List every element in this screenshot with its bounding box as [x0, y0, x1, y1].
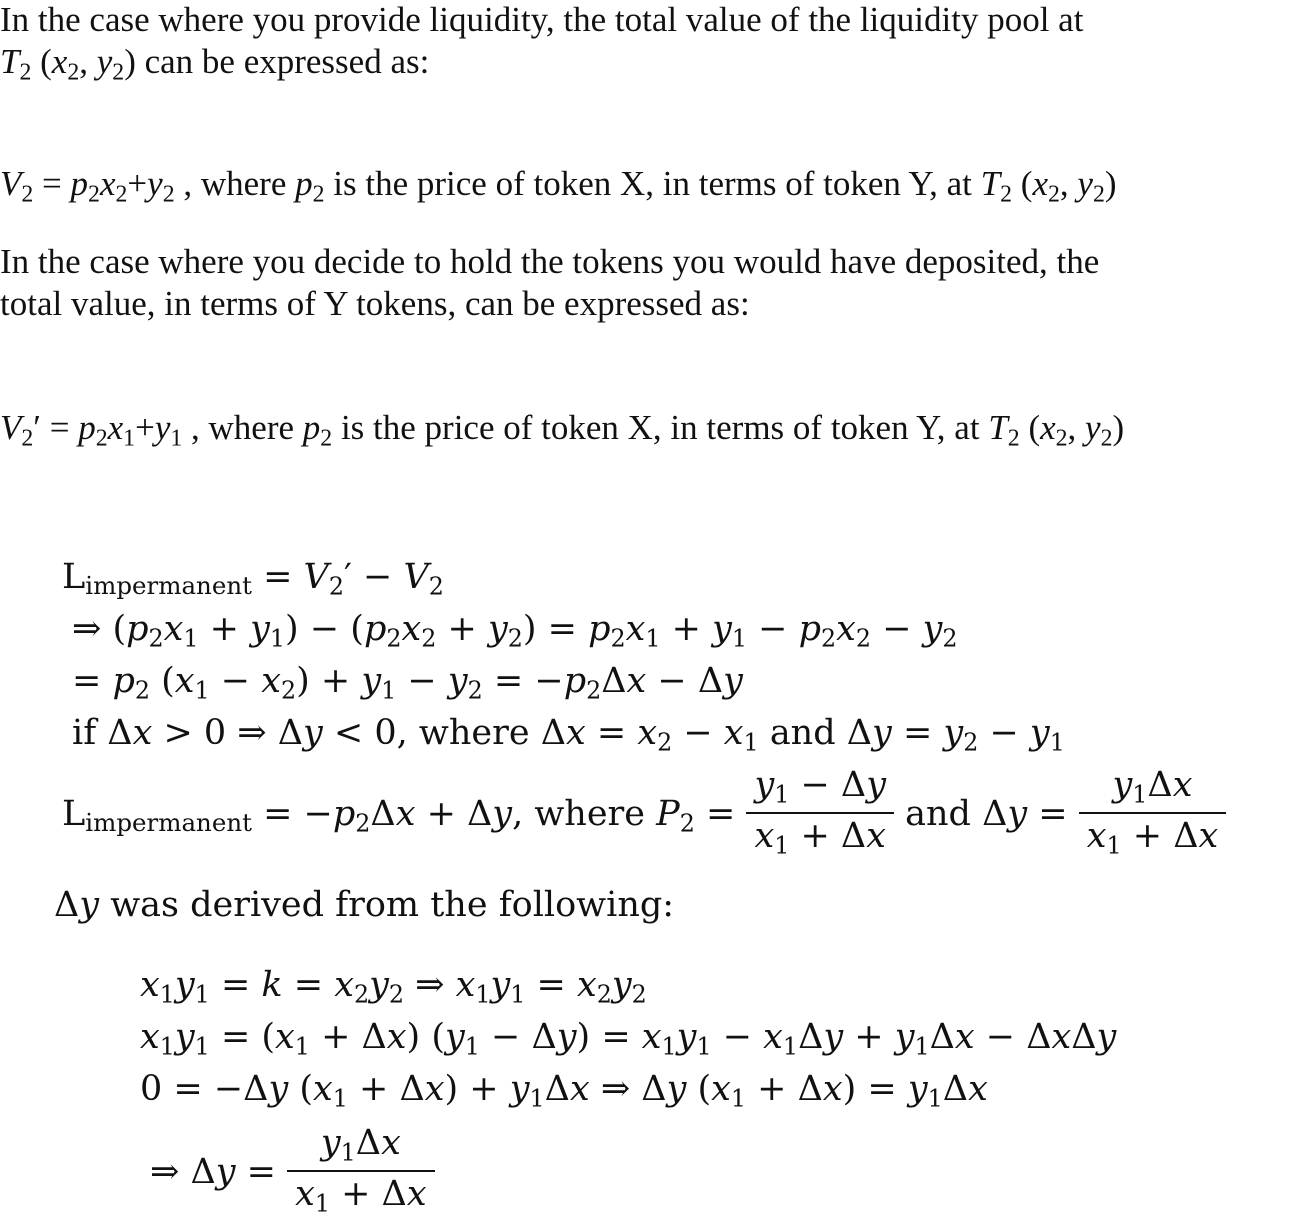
math-subscript: impermanent	[85, 808, 252, 838]
paragraph-2-line-2	[0, 286, 750, 321]
paragraph-text: In the case where you provide liquidity, the total value of the liquidity pool at	[0, 0, 1084, 39]
loss-equation-1: Limpermanent = $V_2' - V_2$	[62, 557, 444, 601]
math-text: where	[534, 793, 646, 834]
formula-note: , where	[191, 408, 295, 447]
math-subscript: impermanent	[85, 571, 252, 601]
math-text: L	[62, 793, 86, 834]
formula-note: , where	[183, 164, 287, 203]
derived-text: Δy was derived from the following:	[54, 885, 675, 925]
math-text: where	[418, 713, 530, 753]
paragraph-text: can be expressed as:	[144, 42, 430, 81]
v2-formula: $V_2 = p_2x_2+y_2$ , where $p_2$ is the price of token X, in terms of token Y, at $T_2$ ($x_2$, $y_2$)	[0, 164, 1117, 208]
v2-prime-formula: $V_2' = p_2x_1+y_1$ , where $p_2$ is the price of token X, in terms of token Y, at $T_2$ ($x_2$, $y_2$)	[0, 408, 1125, 452]
loss-condition: if Δx > 0 ⇒ Δy < 0, where $\Delta x = x_2 - x_1$ and $\Delta y = y_2 - y_1$	[72, 713, 1065, 757]
formula-note: is the price of token X, in terms of token Y, at	[333, 164, 972, 203]
fraction-result: $\frac{y_1\Delta x}{x_1 + \Delta x}$	[287, 1126, 435, 1217]
math-text: and	[769, 713, 836, 753]
paragraph-2-line-1	[0, 244, 1099, 279]
math-text: L	[62, 557, 86, 597]
math-text: if	[72, 713, 97, 753]
loss-equation-2: ⇒ $(p_2x_1 + y_1) - (p_2x_2 + y_2) = p_2x_1 + y_1 - p_2x_2 - y_2$	[72, 609, 958, 653]
paragraph-text: total value, in terms of Y tokens, can be expressed as:	[0, 284, 750, 323]
math-text: and	[905, 793, 971, 834]
formula-note: is the price of token X, in terms of token Y, at	[340, 408, 980, 447]
derivation-result: ⇒ Δy = $\frac{y_1\Delta x}{x_1 + \Delta x}$	[150, 1128, 435, 1219]
derivation-line-3: 0 = −Δy $(x_1 + \Delta x) + y_1\Delta x$ ⇒ Δy $(x_1 + \Delta x) = y_1\Delta x$	[140, 1069, 988, 1113]
loss-final: Limpermanent = $-p_2\Delta x + \Delta y$, where $P_2$ = $\frac{y_1 - \Delta y}{x_1 + \Delta x}$ and Δy = $\frac{y_1\Delta x}{x_1 + \Delta x}$	[62, 770, 1226, 861]
derivation-line-2: $x_1y_1 = (x_1 + \Delta x) (y_1 - \Delta y) = x_1y_1 - x_1\Delta y + y_1\Delta x - \Delta x\Delta y$	[140, 1017, 1117, 1061]
paragraph-text: In the case where you decide to hold the tokens you would have deposited, the	[0, 242, 1100, 281]
fraction-delta-y: $\frac{y_1\Delta x}{x_1 + \Delta x}$	[1079, 768, 1227, 859]
loss-equation-3: = $p_2$ $(x_1 - x_2) + y_1 - y_2 = -p_2\Delta x - \Delta y$	[72, 661, 743, 705]
paragraph-1-line-2: $T_2$ ($x_2$, $y_2$) can be expressed as:	[0, 42, 430, 86]
fraction-p2: $\frac{y_1 - \Delta y}{x_1 + \Delta x}$	[746, 768, 894, 859]
derivation-line-1: $x_1y_1 = k = x_2y_2$ ⇒ $x_1y_1 = x_2y_2$	[140, 965, 647, 1009]
paragraph-text: was derived from the following:	[110, 885, 675, 925]
paragraph-1-line-1	[0, 2, 1083, 37]
